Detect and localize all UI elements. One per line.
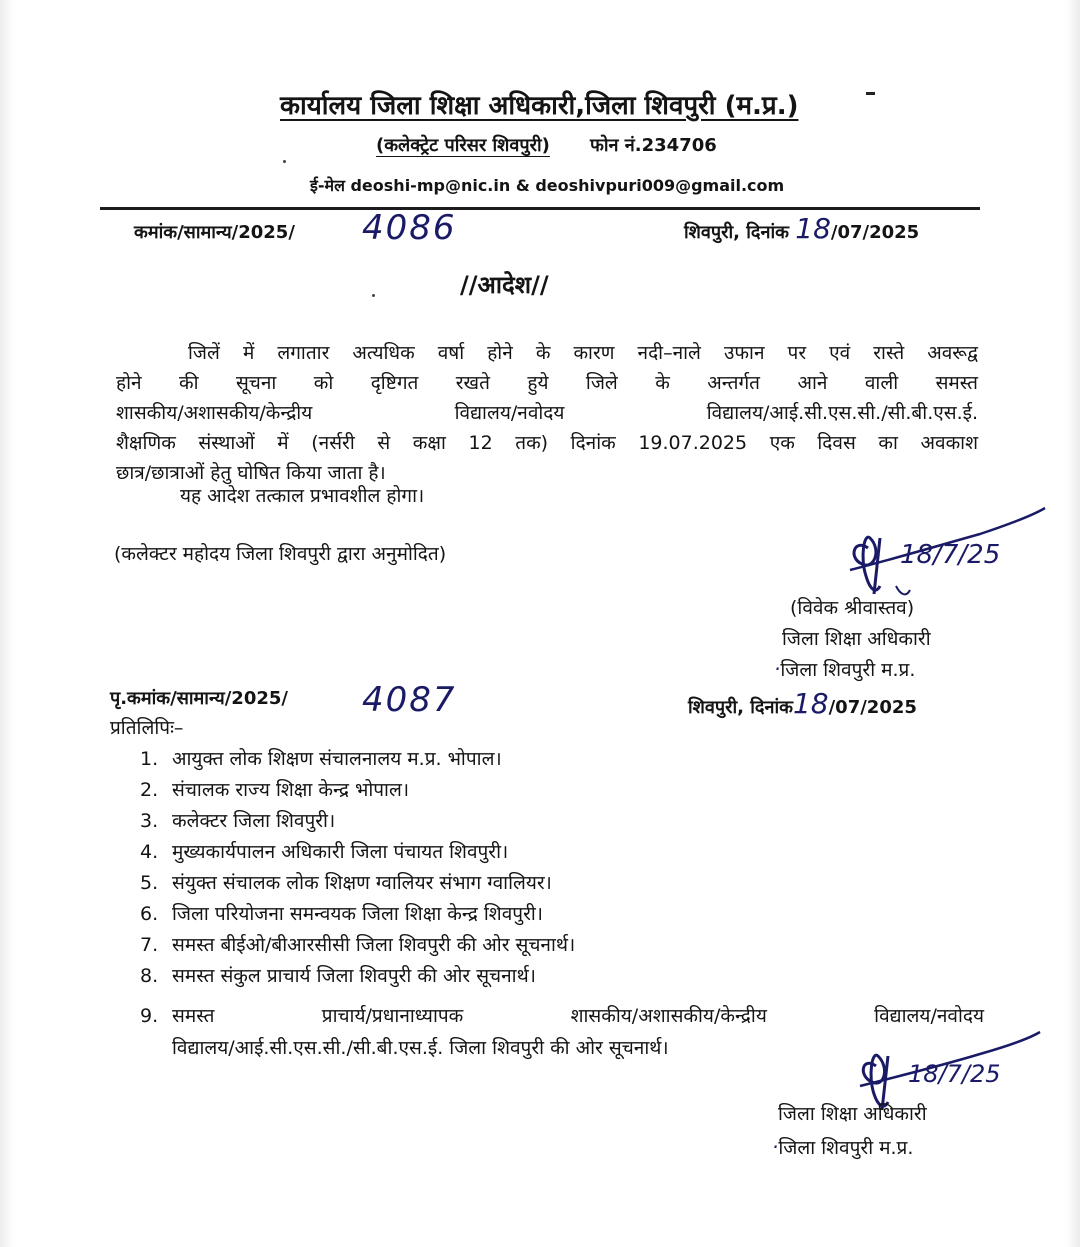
copy-date-rest: /07/2025 [828, 697, 917, 718]
title-mark [866, 92, 875, 95]
order-body-line: छात्र/छात्राओं हेतु घोषित किया जाता है। [116, 462, 386, 484]
list-item-number: 7. [140, 934, 159, 956]
list-item [140, 899, 575, 930]
list-item-text: कलेक्टर जिला शिवपुरी। [172, 810, 336, 832]
list-item-number: 2. [140, 779, 159, 801]
list-item-number: 5. [140, 872, 159, 894]
list-item-number: 9. [140, 1005, 159, 1027]
list-item [140, 930, 575, 961]
list-item [140, 868, 575, 899]
copy-date-label: शिवपुरी, दिनांक [688, 697, 793, 718]
order-body-line: शैक्षणिक संस्थाओं में (नर्सरी से कक्षा 12 तक) दिनांक 19.07.2025 एक दिवस का अवकाश [116, 432, 978, 454]
office-title: कार्यालय जिला शिक्षा अधिकारी,जिला शिवपुरी (म.प्र.) [280, 91, 799, 121]
list-item-9-line2: विद्यालय/आई.सी.एस.सी./सी.बी.एस.ई. जिला शिवपुरी की ओर सूचनार्थ। [172, 1037, 669, 1059]
signature-1-date: 18/7/25 [900, 540, 1001, 570]
order-date-rest: /07/2025 [830, 222, 920, 243]
list-item-number: 1. [140, 748, 159, 770]
order-date-label: शिवपुरी, दिनांक [684, 222, 789, 243]
order-date-day: 18 [795, 212, 831, 245]
list-item-text: आयुक्त लोक शिक्षण संचालनालय म.प्र. भोपाल। [172, 748, 502, 770]
order-body-line: शासकीय/अशासकीय/केन्द्रीय विद्यालय/नवोदय विद्यालय/आई.सी.एस.सी./सी.बी.एस.ई. [116, 402, 978, 424]
list-item-text: संचालक राज्य शिक्षा केन्द्र भोपाल। [172, 779, 410, 801]
list-item-number: 4. [140, 841, 159, 863]
office-email: ई-मेल deoshi-mp@nic.in & deoshivpuri009@gmail.com [310, 176, 785, 195]
order-date [684, 212, 919, 245]
order-effect-line: यह आदेश तत्काल प्रभावशील होगा। [180, 485, 425, 507]
signatory-designation: जिला शिक्षा अधिकारी [782, 628, 931, 650]
copy-date [688, 687, 917, 720]
pen-mark: · [774, 657, 781, 681]
speck [372, 294, 375, 297]
copy-date-day: 18 [792, 687, 829, 720]
list-item-number: 6. [140, 903, 159, 925]
signatory-2-district-text: जिला शिवपुरी म.प्र. [778, 1137, 914, 1159]
copy-recipient-list [140, 744, 575, 992]
office-phone: फोन नं.234706 [590, 135, 717, 156]
list-item-number: 8. [140, 965, 159, 987]
approval-note: (कलेक्टर महोदय जिला शिवपुरी द्वारा अनुमोदित) [114, 543, 447, 565]
signatory-district [774, 656, 915, 682]
header-divider [100, 207, 980, 210]
copy-label: प्रतिलिपिः– [110, 717, 184, 739]
list-item-text: संयुक्त संचालक लोक शिक्षण ग्वालियर संभाग ग्वालियर। [172, 872, 552, 894]
list-item [140, 806, 575, 837]
signatory-name: (विवेक श्रीवास्तव) [790, 597, 915, 619]
signature-2-date: 18/7/25 [908, 1060, 1001, 1088]
list-item-text: समस्त संकुल प्राचार्य जिला शिवपुरी की ओर सूचनार्थ। [172, 965, 536, 987]
speck [283, 160, 286, 163]
copy-reference-number: 4087 [362, 680, 457, 720]
list-item-text: जिला परियोजना समन्वयक जिला शिक्षा केन्द्र शिवपुरी। [172, 903, 543, 925]
list-item-text: समस्त बीईओ/बीआरसीसी जिला शिवपुरी की ओर सूचनार्थ। [172, 934, 576, 956]
order-body-line: जिलें में लगातार अत्यधिक वर्षा होने के कारण नदी–नाले उफान पर एवं रास्ते अवरूद्व [188, 342, 978, 364]
order-heading: //आदेश// [460, 271, 549, 299]
signatory-2-designation: जिला शिक्षा अधिकारी [778, 1103, 927, 1125]
order-body [116, 338, 978, 488]
list-item [140, 775, 575, 806]
copy-reference: पृ.कमांक/सामान्य/2025/ [110, 688, 288, 709]
list-item [140, 837, 575, 868]
list-item [140, 744, 575, 775]
pen-mark: · [772, 1135, 779, 1159]
list-item-text: समस्त प्राचार्य/प्रधानाध्यापक शासकीय/अशासकीय/केन्द्रीय विद्यालय/नवोदय [172, 1005, 984, 1027]
list-item-number: 3. [140, 810, 159, 832]
list-item [140, 961, 575, 992]
signatory-2-district [772, 1134, 913, 1160]
office-address: (कलेक्ट्रेट परिसर शिवपुरी) [376, 135, 550, 156]
list-item-text: मुख्यकार्यपालन अधिकारी जिला पंचायत शिवपुरी। [172, 841, 509, 863]
order-body-line: होने की सूचना को दृष्टिगत रखते हुये जिले के अन्तर्गत आने वाली समस्त [116, 372, 978, 394]
order-reference: कमांक/सामान्य/2025/ [134, 222, 295, 243]
signatory-district-text: जिला शिवपुरी म.प्र. [780, 659, 916, 681]
order-reference-number: 4086 [362, 208, 457, 248]
